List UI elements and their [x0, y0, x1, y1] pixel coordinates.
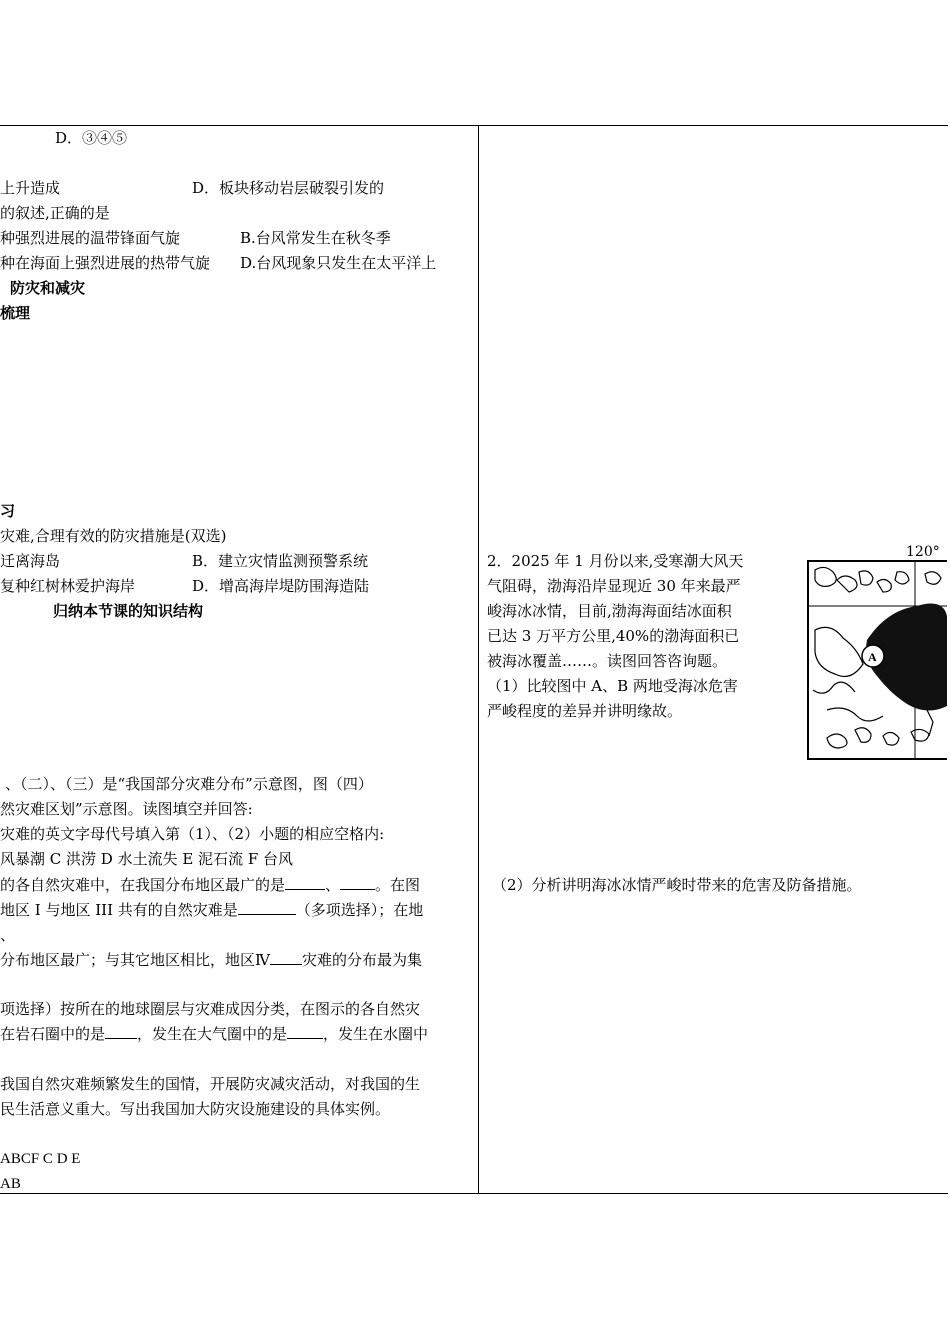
summary-heading: 归纳本节课的知识结构	[53, 602, 204, 620]
section-heading: 防灾和减灾	[10, 279, 86, 297]
paragraph-line: 灾难的英文字母代号填入第（1）、（2）小题的相应空格内:	[0, 825, 385, 843]
answer-blank[interactable]	[285, 875, 325, 890]
subheading-practice: 习	[0, 502, 16, 520]
option-b: B.台风常发生在秋冬季	[240, 229, 391, 247]
fill-blank-line	[0, 1024, 428, 1044]
option-c: 种在海面上强烈进展的热带气旋	[0, 254, 211, 272]
practice-option-d: D．增高海岸堤防围海造陆	[192, 577, 370, 595]
text-fragment: 灾难的分布最为集	[302, 951, 423, 969]
text-fragment: 分布地区最广；与其它地区相比，地区Ⅳ	[0, 951, 270, 969]
answer-blank[interactable]	[105, 1024, 137, 1039]
question-2-line: 已达 3 万平方公里,40%的渤海面积已	[487, 627, 740, 645]
paragraph-line: 民生活意义重大。写出我国加大防灾设施建设的具体实例。	[0, 1100, 391, 1118]
paragraph-line: 我国自然灾难频繁发生的国情，开展防灾减灾活动，对我国的生	[0, 1075, 421, 1093]
option-line-c: 上升造成	[0, 179, 61, 197]
text-fragment: ，发生在水圈中	[323, 1025, 429, 1043]
option-d-line: D．③④⑤	[55, 129, 128, 147]
practice-option-a: 迁离海岛	[0, 552, 61, 570]
disaster-list: 风暴潮 C 洪涝 D 水土流失 E 泥石流 F 台风	[0, 850, 294, 868]
text-fragment: 。在图	[375, 876, 421, 894]
fill-blank-line	[0, 950, 422, 970]
text-fragment: 在岩石圈中的是	[0, 1025, 106, 1043]
paragraph-line: 项选择）按所在的地球圈层与灾难成因分类，在图示的各自然灾	[0, 1000, 421, 1018]
paragraph-line: 、	[0, 926, 16, 944]
text-fragment: 的各自然灾难中，在我国分布地区最广的是	[0, 876, 286, 894]
option-line-d: D．板块移动岩层破裂引发的	[192, 179, 385, 197]
practice-question: 灾难,合理有效的防灾措施是(双选)	[0, 527, 227, 545]
paragraph-line: 、（二）、（三）是“我国部分灾难分布”示意图，图（四）	[5, 775, 373, 793]
text-fragment: （多项选择）；在地	[295, 901, 424, 919]
bohai-sea-map	[807, 560, 947, 760]
question-2-sub1: （1）比较图中 A、B 两地受海冰危害	[487, 677, 738, 695]
longitude-label: 120°	[906, 544, 940, 560]
answer-blank[interactable]	[287, 1024, 323, 1039]
question-2-line: 被海冰覆盖……。读图回答咨询题。	[487, 652, 728, 670]
question-2-sub2: （2）分析讲明海冰冰情严峻时带来的危害及防备措施。	[492, 876, 862, 894]
paragraph-line: 然灾难区划”示意图。读图填空并回答:	[0, 800, 253, 818]
question-2-line: 气阻碍，渤海沿岸显现近 30 年来最严	[487, 577, 741, 595]
column-divider	[478, 125, 479, 1194]
question-2-line: 2．2025 年 1 月份以来,受寒潮大风天	[487, 552, 744, 570]
option-d: D.台风现象只发生在太平洋上	[240, 254, 437, 272]
map-graphic	[807, 560, 947, 760]
subheading-review: 梳理	[0, 304, 31, 322]
fill-blank-line	[0, 875, 420, 895]
practice-option-c: 复种红树林爱护海岸	[0, 577, 136, 595]
option-a: 种强烈进展的温带锋面气旋	[0, 229, 181, 247]
practice-option-b: B．建立灾情监测预警系统	[192, 552, 369, 570]
question-2-line: 峻海冰冰情，目前,渤海海面结冰面积	[487, 602, 732, 620]
text-fragment: 地区 I 与地区 III 共有的自然灾难是	[0, 901, 238, 919]
answer-blank[interactable]	[340, 875, 375, 890]
text-fragment: ，发生在大气圈中的是	[137, 1025, 288, 1043]
answer-blank[interactable]	[270, 950, 302, 965]
fill-blank-line	[0, 900, 423, 920]
answer-blank[interactable]	[238, 900, 296, 915]
answer-key: AB	[0, 1176, 21, 1192]
question-2-sub1: 严峻程度的差异并讲明缘故。	[487, 702, 683, 720]
question-stem: 的叙述,正确的是	[0, 204, 110, 222]
text-fragment: 、	[325, 876, 341, 894]
map-marker-a: A	[868, 650, 877, 664]
answer-key: ABCF C D E	[0, 1151, 81, 1167]
